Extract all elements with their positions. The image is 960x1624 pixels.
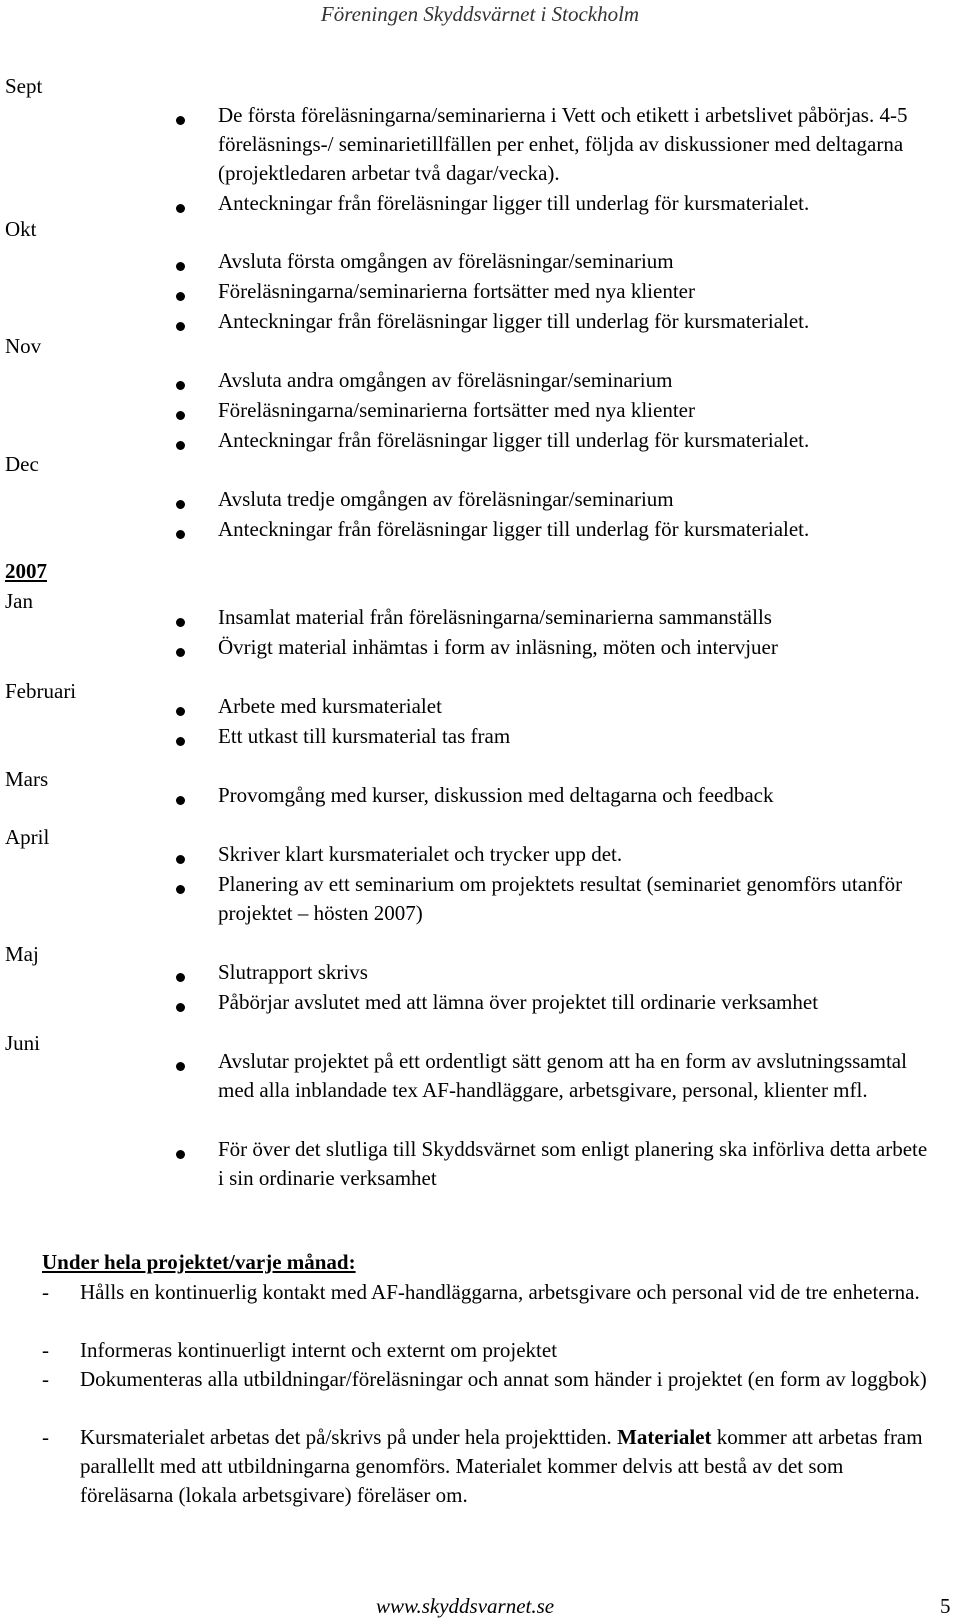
bullet-item: Påbörjar avslutet med att lämna över projektet till ordinarie verksamhet bbox=[218, 990, 819, 1014]
list-item-text: Dokumenteras alla utbildningar/föreläsningar och annat som händer i projektet (en form av loggbok) bbox=[80, 1367, 927, 1391]
bullet-dot bbox=[176, 1003, 185, 1012]
bullet-dot bbox=[176, 262, 185, 271]
bullet-dot bbox=[176, 322, 185, 331]
bullet-item: Avslutar projektet på ett ordentligt sätt genom att ha en form av avslutningssamtal med alla inblandade tex AF-handläggare, arbetsgivare, personal, klienter mfl. bbox=[218, 1049, 907, 1102]
month-maj: Maj bbox=[5, 942, 39, 966]
page-number: 5 bbox=[940, 1594, 951, 1618]
footer-url: www.skyddsvarnet.se bbox=[376, 1594, 555, 1618]
section-title: Under hela projektet/varje månad: bbox=[42, 1250, 356, 1274]
bullet-item: Anteckningar från föreläsningar ligger till underlag för kursmaterialet. bbox=[218, 517, 810, 541]
bullet-item: Föreläsningarna/seminarierna fortsätter med nya klienter bbox=[218, 279, 695, 303]
bullet-dot bbox=[176, 500, 185, 509]
bullet-item: Planering av ett seminarium om projektets resultat (seminariet genomförs utanför projektet – hösten 2007) bbox=[218, 872, 903, 925]
bullet-item: Avsluta tredje omgången av föreläsningar/seminarium bbox=[218, 487, 674, 511]
bullet-dot bbox=[176, 441, 185, 450]
bullet-item: Insamlat material från föreläsningarna/seminarierna sammanställs bbox=[218, 605, 772, 629]
bullet-dot bbox=[176, 737, 185, 746]
month-juni: Juni bbox=[5, 1031, 41, 1055]
bullet-dot bbox=[176, 618, 185, 627]
bullet-item: Arbete med kursmaterialet bbox=[218, 694, 442, 718]
bullet-dot bbox=[176, 796, 185, 805]
bullet-dot bbox=[176, 530, 185, 539]
month-sept: Sept bbox=[5, 74, 43, 98]
list-item-text: Informeras kontinuerligt internt och externt om projektet bbox=[80, 1338, 558, 1362]
bullet-item: Ett utkast till kursmaterial tas fram bbox=[218, 724, 511, 748]
dash-marker: - bbox=[42, 1280, 49, 1304]
month-februari: Februari bbox=[5, 679, 77, 703]
bullet-dot bbox=[176, 1150, 185, 1159]
bullet-item: Föreläsningarna/seminarierna fortsätter med nya klienter bbox=[218, 398, 695, 422]
bullet-dot bbox=[176, 1062, 185, 1071]
bullet-item: De första föreläsningarna/seminarierna i Vett och etikett i arbetslivet påbörjas. 4-5 föreläsnings-/ seminarietillfällen per enhet, följda av diskussioner med deltagarna (projektledaren arbetar två dagar/vecka). bbox=[218, 103, 908, 185]
bullet-item: Provomgång med kurser, diskussion med deltagarna och feedback bbox=[218, 783, 774, 807]
bullet-dot bbox=[176, 648, 185, 657]
text-run: Kursmaterialet arbetas det på/skrivs på under hela projekttiden. bbox=[80, 1425, 618, 1449]
bullet-item: Avsluta andra omgången av föreläsningar/seminarium bbox=[218, 368, 673, 392]
bullet-dot bbox=[176, 855, 185, 864]
month-okt: Okt bbox=[5, 217, 37, 241]
bullet-dot bbox=[176, 707, 185, 716]
bullet-item: Avsluta första omgången av föreläsningar/seminarium bbox=[218, 249, 674, 273]
list-item-text bbox=[80, 1423, 935, 1510]
bullet-item: Anteckningar från föreläsningar ligger till underlag för kursmaterialet. bbox=[218, 428, 810, 452]
dash-marker: - bbox=[42, 1338, 49, 1362]
month-april: April bbox=[5, 825, 50, 849]
bullet-dot bbox=[176, 292, 185, 301]
page-header: Föreningen Skyddsvärnet i Stockholm bbox=[320, 2, 640, 26]
bullet-item: Övrigt material inhämtas i form av inläsning, möten och intervjuer bbox=[218, 635, 778, 659]
bullet-dot bbox=[176, 204, 185, 213]
bullet-item: Slutrapport skrivs bbox=[218, 960, 368, 984]
dash-marker: - bbox=[42, 1425, 49, 1449]
bullet-dot bbox=[176, 411, 185, 420]
bullet-dot bbox=[176, 381, 185, 390]
list-item-text: Hålls en kontinuerlig kontakt med AF-handläggarna, arbetsgivare och personal vid de tre enheterna. bbox=[80, 1280, 920, 1304]
bullet-dot bbox=[176, 885, 185, 894]
bullet-item: För över det slutliga till Skyddsvärnet som enligt planering ska införliva detta arbete i sin ordinarie verksamhet bbox=[218, 1137, 928, 1190]
bold-word: Materialet bbox=[617, 1425, 712, 1449]
month-dec: Dec bbox=[5, 452, 39, 476]
dash-marker: - bbox=[42, 1367, 49, 1391]
month-jan: Jan bbox=[5, 589, 33, 613]
bullet-dot bbox=[176, 116, 185, 125]
year-2007: 2007 bbox=[5, 559, 47, 583]
bullet-item: Anteckningar från föreläsningar ligger till underlag för kursmaterialet. bbox=[218, 191, 810, 215]
month-mars: Mars bbox=[5, 767, 49, 791]
bullet-item: Skriver klart kursmaterialet och trycker upp det. bbox=[218, 842, 623, 866]
month-nov: Nov bbox=[5, 334, 42, 358]
bullet-item: Anteckningar från föreläsningar ligger till underlag för kursmaterialet. bbox=[218, 309, 810, 333]
text-run: kommer att arbetas fram parallellt med att utbildningarna genomförs. Materialet kommer delvis att bestå av det som föreläsarna (lokala arbetsgivare) föreläser om. bbox=[80, 1425, 923, 1507]
bullet-dot bbox=[176, 973, 185, 982]
